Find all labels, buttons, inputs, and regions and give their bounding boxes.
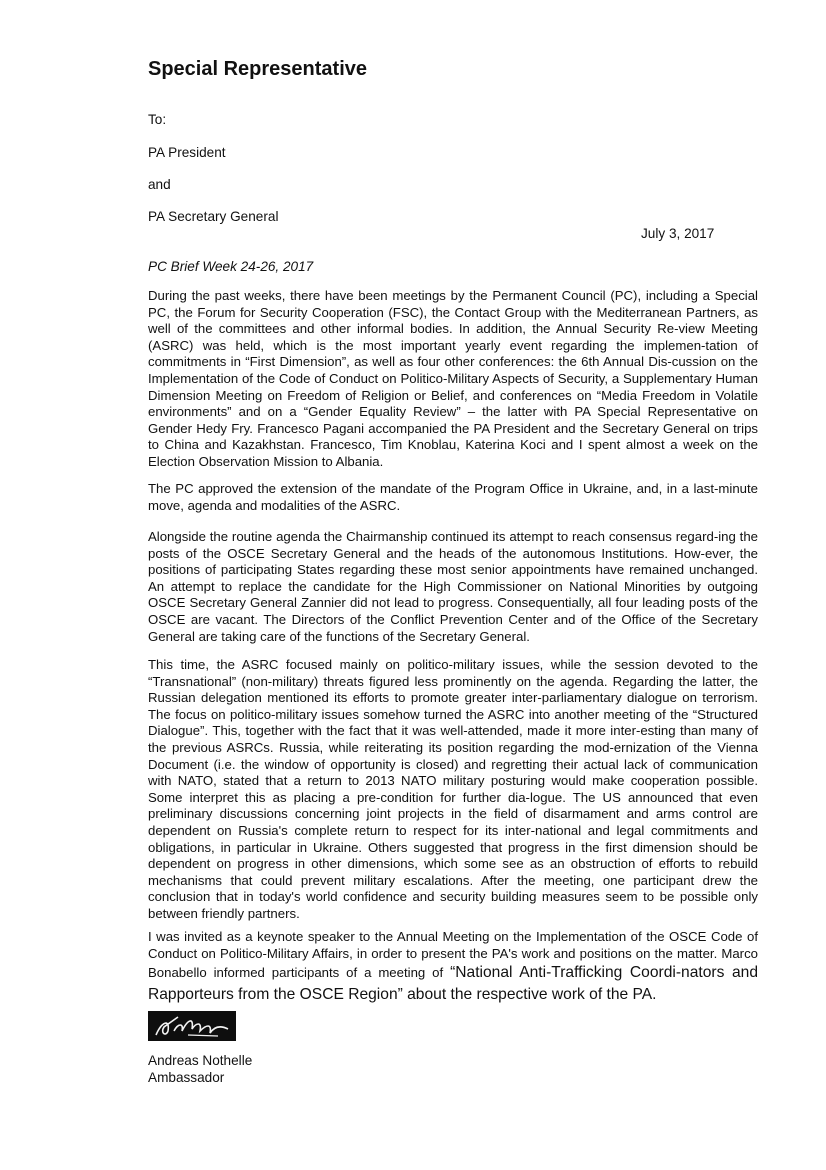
paragraph-keynote-part2: “National Anti-Trafficking Coordi-nators and Rapporteurs from the OSCE Region” about the respective work of the PA. — [148, 964, 758, 1004]
signatory-title: Ambassador — [148, 1070, 225, 1085]
paragraph-keynote-part1: I was invited as a keynote speaker to the Annual Meeting on the Implementation of the OSCE Code of Conduct on Politico-Military Affairs, in order to present the PA's work and positions on the matter. Marco Bonabello informed participants of a meeting of — [148, 929, 758, 981]
letter-date: July 3, 2017 — [641, 226, 715, 241]
paragraph-keynote — [148, 929, 758, 1006]
recipient-pa-president: PA President — [148, 145, 226, 160]
paragraph-meetings: During the past weeks, there have been meetings by the Permanent Council (PC), including a Special PC, the Forum for Security Cooperation (FSC), the Contact Group with the Mediterranean Partners, as well of the committees and other informal bodies. In addition, the Annual Security Re-view Meeting (ASRC) was held, which is the most important yearly event regarding the implemen-tation of commitments in “First Dimension”, as well as four other conferences: the 6th Annual Dis-cussion on the Implementation of the Code of Conduct on Politico-Military Aspects of Security, a Supplementary Human Dimension Meeting on Freedom of Religion or Belief, and conferences on “Media Freedom in Volatile environments” and on a “Gender Equality Review” – the latter with PA Special Representative on Gender Hedy Fry. Francesco Pagani accompanied the PA President and the Secretary General on trips to China and Kazakhstan. Francesco, Tim Knoblau, Katerina Koci and I spent almost a week on the Election Observation Mission to Albania. — [148, 288, 758, 469]
recipient-pa-secretary-general: PA Secretary General — [148, 209, 279, 224]
signatory-block — [148, 1052, 252, 1086]
paragraph-pc-approval: The PC approved the extension of the mandate of the Program Office in Ukraine, and, in a last-minute move, agenda and modalities of the ASRC. — [148, 481, 758, 513]
signatory-name: Andreas Nothelle — [148, 1053, 253, 1068]
paragraph-chairmanship: Alongside the routine agenda the Chairmanship continued its attempt to reach consensus regard-ing the posts of the OSCE Secretary General and the heads of the autonomous Institutions. How-ever, the positions of participating States regarding these most senior appointments have remained unchanged. An attempt to replace the candidate for the High Commissioner on National Minorities by outgoing OSCE Secretary General Zannier did not lead to progress. Consequentially, all four leading posts of the OSCE are vacant. The Directors of the Conflict Prevention Center and of the Office of the Secretary General are taking care of the functions of the Secretary General. — [148, 529, 758, 644]
to-label: To: — [148, 112, 167, 127]
paragraph-asrc: This time, the ASRC focused mainly on politico-military issues, while the session devoted to the “Transnational” (non-military) threats figured less prominently on the agenda. Regarding the latter, the Russian delegation mentioned its efforts to promote greater inter-parliamentary dialogue on terrorism. The focus on politico-military issues somehow turned the ASRC into another meeting of the “Structured Dialogue”. This, together with the fact that it was well-attended, made it more inter-esting than many of the previous ASRCs. Russia, while reiterating its position regarding the mod-ernization of the Vienna Document (i.e. the window of opportunity is closed) and regretting their actual lack of communication with NATO, stated that a return to 2013 NATO military posturing would make cooperation possible. Some interpret this as placing a pre-condition for further dia-logue. The US announced that even preliminary discussions concerning joint projects in the field of disarmament and arms control are dependent on Russia's complete return to respect for its inter-national and legal commitments and obligations, in particular in Ukraine. Others suggested that progress in the first dimension should be dependent on progress in other dimensions, which some see as an obstruction of efforts to rebuild mechanisms that could prevent military escalations. After the meeting, one participant drew the conclusion that in today's world confidence and security building measures seem to be possible only between friendly partners. — [148, 657, 758, 921]
letter-heading: Special Representative — [148, 58, 367, 80]
signature-image — [148, 1011, 236, 1041]
recipient-conjunction: and — [148, 177, 171, 192]
brief-title: PC Brief Week 24-26, 2017 — [148, 259, 314, 274]
